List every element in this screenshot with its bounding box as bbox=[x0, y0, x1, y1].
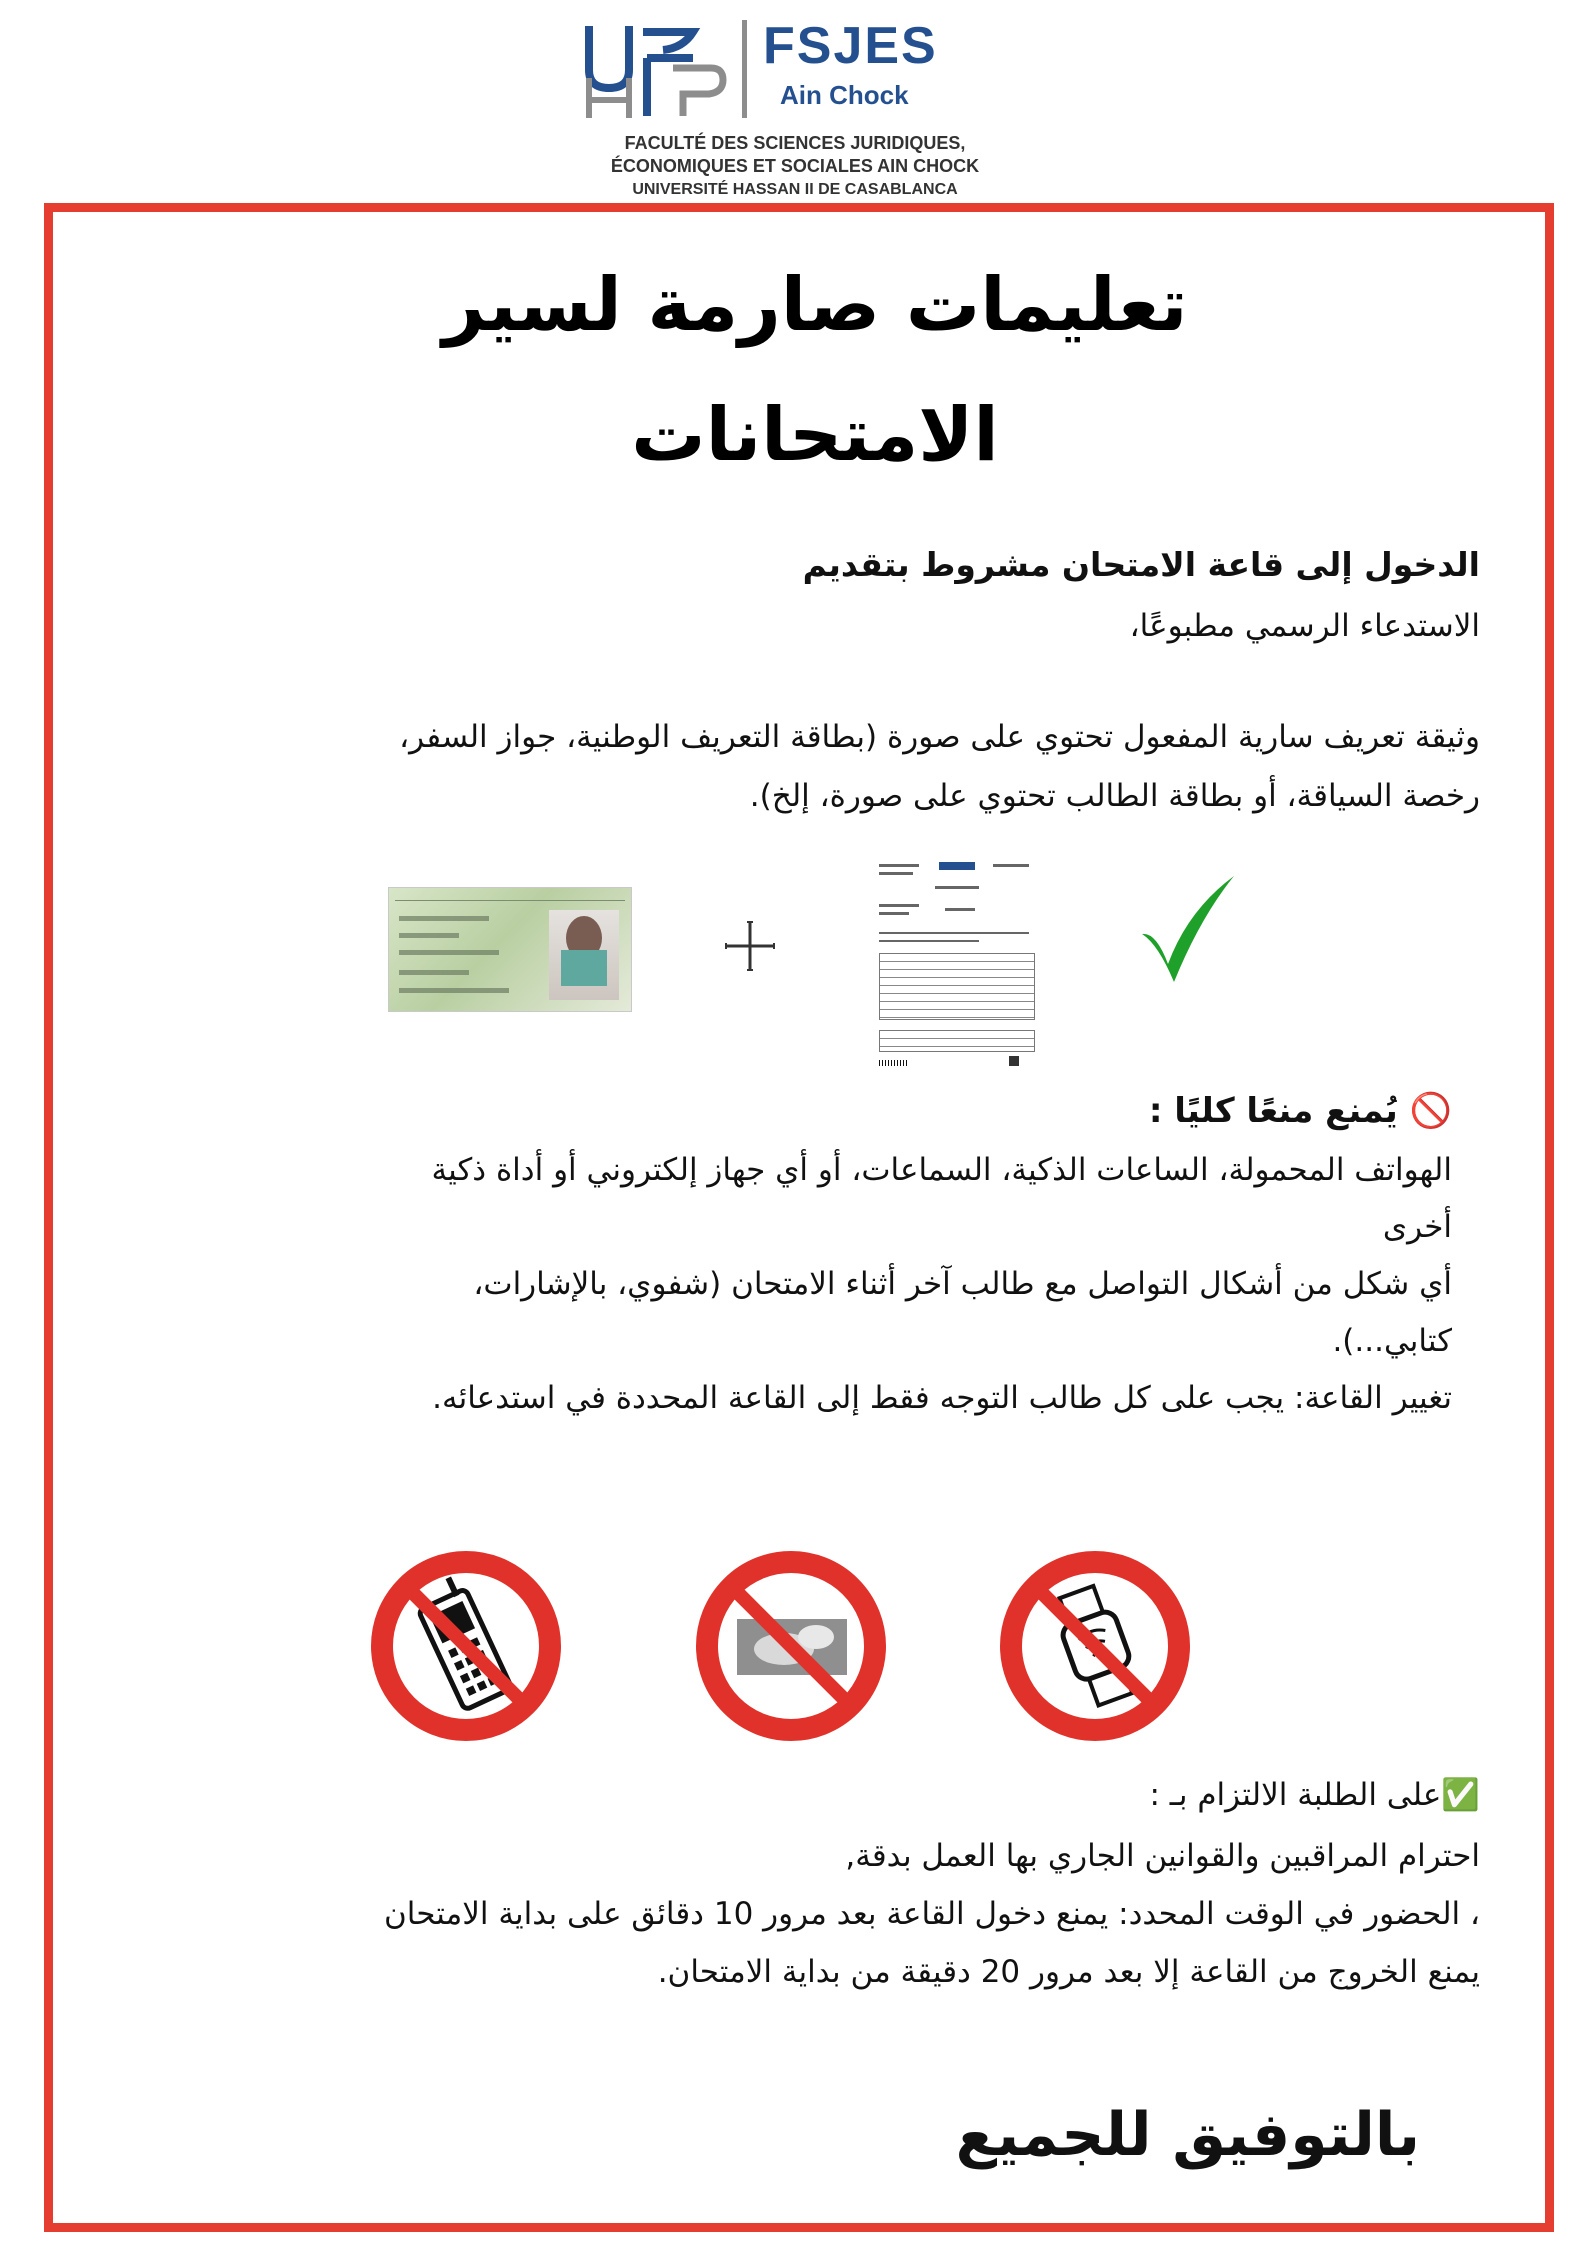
id-card-image bbox=[388, 887, 632, 1012]
doc-line bbox=[879, 912, 909, 915]
entry-heading: الدخول إلى قاعة الامتحان مشروط بتقديم bbox=[802, 545, 1480, 584]
id-card-header bbox=[395, 892, 625, 901]
no-earphones-icon bbox=[694, 1549, 888, 1743]
doc-line bbox=[993, 864, 1029, 867]
id-card-text-line bbox=[399, 950, 499, 955]
checkmark-icon bbox=[1138, 870, 1238, 990]
id-card-text-line bbox=[399, 916, 489, 921]
logo-separator bbox=[742, 20, 747, 118]
entry-item-id-line-2: رخصة السياقة، أو بطاقة الطالب تحتوي على صورة، إلخ). bbox=[749, 778, 1480, 814]
page-title-line-2: الامتحانات bbox=[631, 392, 999, 478]
no-smartwatch-icon bbox=[998, 1549, 1192, 1743]
closing-message: بالتوفيق للجميع bbox=[955, 2100, 1420, 2170]
obligations-heading: ✅على الطلبة الالتزام بـ : bbox=[1149, 1777, 1480, 1813]
doc-line bbox=[945, 908, 975, 911]
doc-line bbox=[879, 904, 919, 907]
logo-line-1: FACULTÉ DES SCIENCES JURIDIQUES, bbox=[624, 133, 966, 153]
obligations-item-respect: احترام المراقبين والقوانين الجاري بها العمل بدقة, bbox=[845, 1838, 1480, 1874]
prohibited-item-communication-line-1: أي شكل من أشكال التواصل مع طالب آخر أثناء الامتحان (شفوي، بالإشارات، bbox=[473, 1266, 1452, 1302]
logo-name: FSJES bbox=[763, 17, 938, 75]
logo-campus: Ain Chock bbox=[780, 80, 909, 110]
doc-line bbox=[879, 940, 979, 942]
logo-caption bbox=[575, 132, 1015, 201]
doc-line bbox=[879, 932, 1029, 934]
entry-item-convocation: الاستدعاء الرسمي مطبوعًا، bbox=[1129, 608, 1480, 644]
id-card-text-line bbox=[399, 970, 469, 975]
logo-line-2: ÉCONOMIQUES ET SOCIALES AIN CHOCK bbox=[610, 156, 980, 176]
page-title-line-1: تعليمات صارمة لسير bbox=[442, 262, 1188, 348]
doc-logo bbox=[939, 862, 975, 870]
doc-table bbox=[879, 953, 1035, 1020]
doc-line bbox=[879, 864, 919, 867]
doc-line bbox=[935, 886, 979, 889]
logo-line-3: UNIVERSITÉ HASSAN II DE CASABLANCA bbox=[632, 181, 958, 198]
convocation-document-image bbox=[875, 858, 1037, 1068]
doc-table bbox=[879, 1030, 1035, 1052]
uh2c-logo-mark-icon bbox=[583, 18, 733, 118]
obligations-item-punctuality-entry: ، الحضور في الوقت المحدد: يمنع دخول القاعة بعد مرور 10 دقائق على بداية الامتحان bbox=[384, 1896, 1480, 1932]
prohibited-item-communication-line-2: كتابي...). bbox=[1332, 1323, 1452, 1359]
obligations-item-exit-rule: يمنع الخروج من القاعة إلا بعد مرور 20 دقيقة من بداية الامتحان. bbox=[657, 1954, 1480, 1990]
entry-item-id-line-1: وثيقة تعريف سارية المفعول تحتوي على صورة (بطاقة التعريف الوطنية، جواز السفر، bbox=[399, 719, 1480, 755]
no-phone-icon bbox=[369, 1549, 563, 1743]
id-card-text-line bbox=[399, 933, 459, 938]
prohibited-item-devices-line-1: الهواتف المحمولة، الساعات الذكية، السماعات، أو أي جهاز إلكتروني أو أداة ذكية bbox=[431, 1152, 1452, 1188]
plus-icon bbox=[722, 918, 778, 974]
faculty-logo bbox=[575, 12, 1015, 202]
qr-code-icon bbox=[1009, 1056, 1019, 1066]
barcode-icon bbox=[879, 1060, 909, 1066]
prohibited-item-devices-line-2: أخرى bbox=[1382, 1209, 1452, 1245]
prohibited-item-room-change: تغيير القاعة: يجب على كل طالب التوجه فقط إلى القاعة المحددة في استدعائه. bbox=[432, 1380, 1452, 1416]
prohibited-heading: 🚫 يُمنع منعًا كليًا : bbox=[1148, 1091, 1452, 1131]
id-card-blur-mask bbox=[561, 950, 607, 986]
doc-line bbox=[879, 872, 913, 875]
id-card-text-line bbox=[399, 988, 509, 993]
